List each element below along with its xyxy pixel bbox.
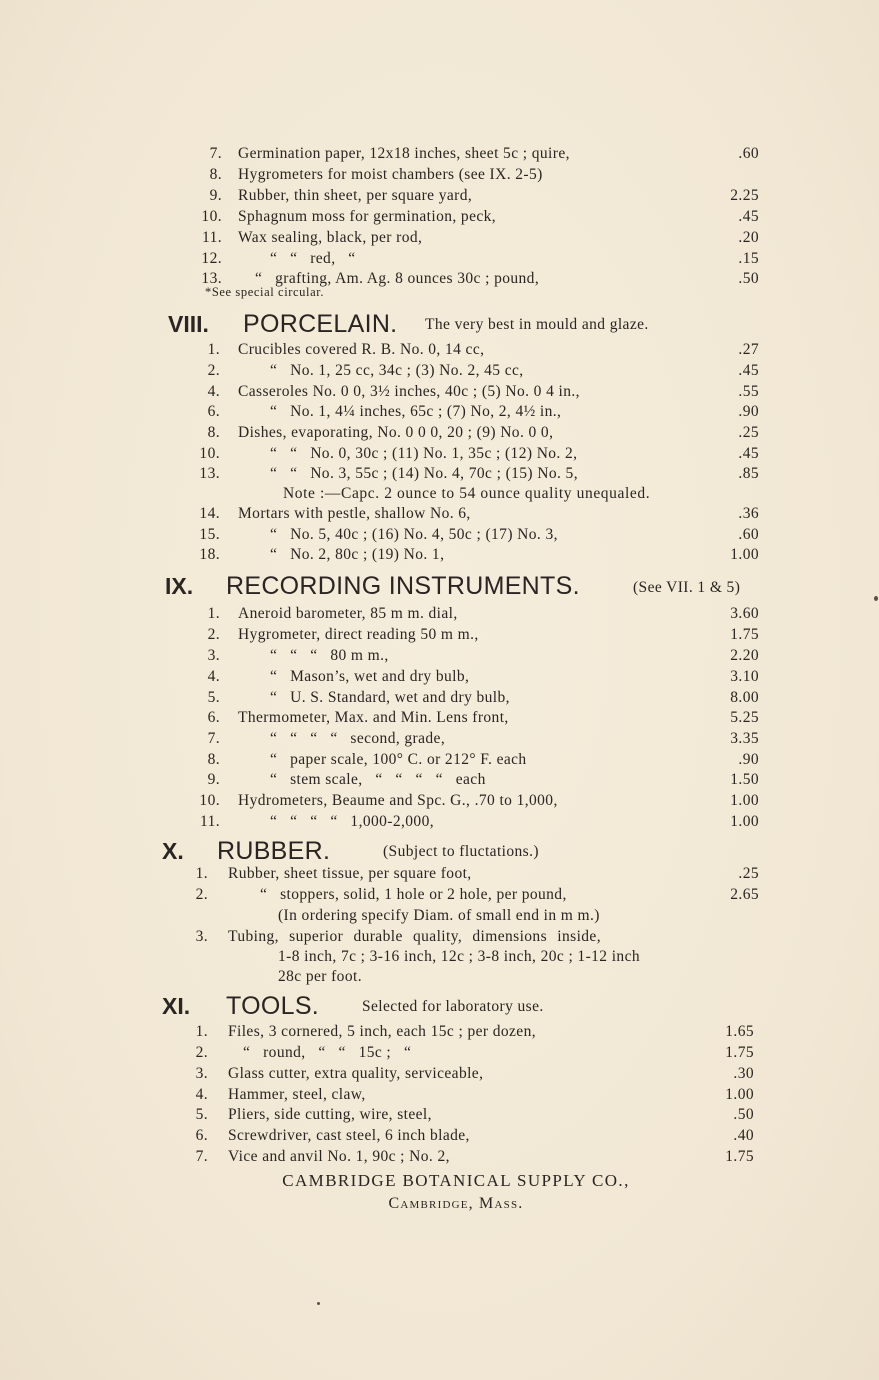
item-number: 3. — [195, 928, 208, 945]
item-number: 1. — [195, 1023, 208, 1040]
item-number: 15. — [199, 526, 220, 543]
item-number: 2. — [195, 886, 208, 903]
item-price: .45 — [738, 208, 759, 225]
item-price: .36 — [738, 505, 759, 522]
list-item — [0, 505, 879, 526]
company-city: Cambridge, Mass. — [388, 1195, 524, 1212]
list-item — [0, 1023, 879, 1044]
item-number: 11. — [202, 229, 222, 246]
item-note: (In ordering specify Diam. of small end in m m.) — [278, 907, 600, 924]
item-price: 1.75 — [725, 1044, 754, 1061]
item-number: 2. — [207, 626, 220, 643]
list-item — [0, 166, 879, 187]
section-number: IX. — [165, 573, 194, 599]
section-title: RECORDING INSTRUMENTS. — [226, 572, 580, 600]
item-number: 5. — [207, 689, 220, 706]
item-price: 3.10 — [730, 668, 759, 685]
item-price: 2.65 — [730, 886, 759, 903]
list-item — [0, 626, 879, 647]
item-description: Vice and anvil No. 1, 90c ; No. 2, — [228, 1148, 450, 1165]
item-description: Casseroles No. 0 0, 3½ inches, 40c ; (5) No. 0 4 in., — [238, 383, 580, 400]
item-price: 1.00 — [730, 546, 759, 563]
section-note: Note :—Capc. 2 ounce to 54 ounce quality unequaled. — [283, 485, 651, 502]
item-price: 1.65 — [725, 1023, 754, 1040]
item-price: .20 — [738, 229, 759, 246]
list-item — [0, 208, 879, 229]
item-price: .25 — [738, 424, 759, 441]
item-price: 1.75 — [730, 626, 759, 643]
item-description: Rubber, sheet tissue, per square foot, — [228, 865, 472, 882]
item-number: 10. — [199, 445, 220, 462]
item-price: .27 — [738, 341, 759, 358]
item-description: Hygrometers for moist chambers (see IX. 2-5) — [238, 166, 543, 183]
item-price: .60 — [738, 145, 759, 162]
paper-speck — [874, 596, 878, 601]
item-description: “ stem scale, “ “ “ “ each — [270, 771, 486, 788]
list-item — [0, 526, 879, 547]
item-description: Sphagnum moss for germination, peck, — [238, 208, 497, 225]
item-price: 1.00 — [730, 813, 759, 830]
item-number: 1. — [207, 605, 220, 622]
item-number: 18. — [199, 546, 220, 563]
item-price: .60 — [738, 526, 759, 543]
item-number: 14. — [199, 505, 220, 522]
item-description: “ “ red, “ — [270, 250, 356, 267]
list-item — [0, 928, 879, 949]
list-item — [0, 605, 879, 626]
item-price: .30 — [733, 1065, 754, 1082]
item-description: “ Mason’s, wet and dry bulb, — [270, 668, 470, 685]
item-price: 3.60 — [730, 605, 759, 622]
list-item — [0, 546, 879, 567]
item-description: Dishes, evaporating, No. 0 0 0, 20 ; (9) No. 0 0, — [238, 424, 554, 441]
item-description: Files, 3 cornered, 5 inch, each 15c ; per dozen, — [228, 1023, 536, 1040]
item-number: 8. — [207, 424, 220, 441]
item-description: “ No. 1, 4¼ inches, 65c ; (7) No, 2, 4½ in., — [270, 403, 562, 420]
list-item — [0, 383, 879, 404]
item-number: 6. — [207, 709, 220, 726]
list-item — [0, 341, 879, 362]
item-description: Hydrometers, Beaume and Spc. G., .70 to 1,000, — [238, 792, 558, 809]
item-number: 3. — [195, 1065, 208, 1082]
list-item — [0, 424, 879, 445]
section-number: XI. — [162, 993, 191, 1019]
item-number: 4. — [195, 1086, 208, 1103]
item-number: 10. — [199, 792, 220, 809]
section-title: PORCELAIN. — [243, 310, 398, 338]
item-price: 2.20 — [730, 647, 759, 664]
list-item — [0, 270, 879, 291]
item-description: Hammer, steel, claw, — [228, 1086, 366, 1103]
list-item — [0, 771, 879, 792]
list-item — [0, 187, 879, 208]
section-title: TOOLS. — [226, 992, 320, 1020]
company-name: CAMBRIDGE BOTANICAL SUPPLY CO., — [282, 1171, 630, 1190]
item-price: .45 — [738, 445, 759, 462]
item-number: 8. — [207, 751, 220, 768]
item-price: 2.25 — [730, 187, 759, 204]
list-item — [0, 813, 879, 834]
item-description: Wax sealing, black, per rod, — [238, 229, 423, 246]
item-price: .40 — [733, 1127, 754, 1144]
item-description: “ “ “ “ second, grade, — [270, 730, 446, 747]
item-description: Pliers, side cutting, wire, steel, — [228, 1106, 432, 1123]
list-item — [0, 1065, 879, 1086]
item-description: “ No. 5, 40c ; (16) No. 4, 50c ; (17) No. 3, — [270, 526, 558, 543]
item-number: 2. — [207, 362, 220, 379]
item-description: “ paper scale, 100° C. or 212° F. each — [270, 751, 527, 768]
list-item — [0, 145, 879, 166]
item-description: Rubber, thin sheet, per square yard, — [238, 187, 473, 204]
item-number: 2. — [195, 1044, 208, 1061]
list-item — [0, 1044, 879, 1065]
section-number: X. — [162, 838, 184, 864]
item-price: .55 — [738, 383, 759, 400]
item-price: 1.00 — [730, 792, 759, 809]
section-subtitle: The very best in mould and glaze. — [425, 316, 649, 333]
list-item — [0, 709, 879, 730]
list-item — [0, 730, 879, 751]
item-price: 5.25 — [730, 709, 759, 726]
item-price: 3.35 — [730, 730, 759, 747]
item-number: 3. — [207, 647, 220, 664]
list-item — [0, 886, 879, 907]
item-description: Germination paper, 12x18 inches, sheet 5c ; quire, — [238, 145, 570, 162]
item-price: 1.00 — [725, 1086, 754, 1103]
section-subtitle: (Subject to fluctations.) — [383, 843, 539, 860]
item-number: 10. — [201, 208, 222, 225]
item-number: 8. — [209, 166, 222, 183]
list-item — [0, 792, 879, 813]
item-description: Hygrometer, direct reading 50 m m., — [238, 626, 479, 643]
item-description: “ No. 1, 25 cc, 34c ; (3) No. 2, 45 cc, — [270, 362, 524, 379]
list-item — [0, 1106, 879, 1127]
item-description: “ U. S. Standard, wet and dry bulb, — [270, 689, 510, 706]
list-item — [0, 1148, 879, 1169]
item-description: “ “ No. 3, 55c ; (14) No. 4, 70c ; (15) No. 5, — [270, 465, 578, 482]
item-price: 1.75 — [725, 1148, 754, 1165]
item-description: “ “ “ 80 m m., — [270, 647, 389, 664]
item-description: “ stoppers, solid, 1 hole or 2 hole, per pound, — [260, 886, 567, 903]
item-description: “ grafting, Am. Ag. 8 ounces 30c ; pound, — [255, 270, 540, 287]
item-price: .50 — [733, 1106, 754, 1123]
list-item — [0, 445, 879, 466]
list-item — [0, 865, 879, 886]
item-number: 5. — [195, 1106, 208, 1123]
item-number: 4. — [207, 668, 220, 685]
item-price: 1.50 — [730, 771, 759, 788]
list-item — [0, 465, 879, 486]
item-description: “ No. 2, 80c ; (19) No. 1, — [270, 546, 445, 563]
list-item — [0, 362, 879, 383]
item-description: Thermometer, Max. and Min. Lens front, — [238, 709, 509, 726]
item-number: 1. — [195, 865, 208, 882]
item-description: “ “ No. 0, 30c ; (11) No. 1, 35c ; (12) No. 2, — [270, 445, 578, 462]
item-description: Aneroid barometer, 85 m m. dial, — [238, 605, 458, 622]
item-price: .90 — [738, 751, 759, 768]
item-price: .50 — [738, 270, 759, 287]
item-number: 6. — [195, 1127, 208, 1144]
item-description: Screwdriver, cast steel, 6 inch blade, — [228, 1127, 470, 1144]
list-item — [0, 1127, 879, 1148]
list-item — [0, 647, 879, 668]
footnote: *See special circular. — [205, 285, 325, 299]
section-subtitle: Selected for laboratory use. — [362, 998, 544, 1015]
item-description: “ round, “ “ 15c ; “ — [243, 1044, 412, 1061]
item-number: 9. — [209, 187, 222, 204]
item-price: .15 — [738, 250, 759, 267]
item-price: .90 — [738, 403, 759, 420]
item-number: 11. — [200, 813, 220, 830]
item-number: 7. — [195, 1148, 208, 1165]
section-subtitle: (See VII. 1 & 5) — [633, 579, 741, 596]
item-description: Glass cutter, extra quality, serviceable, — [228, 1065, 484, 1082]
list-item — [0, 751, 879, 772]
item-number: 12. — [201, 250, 222, 267]
item-number: 4. — [207, 383, 220, 400]
item-number: 7. — [207, 730, 220, 747]
item-description: “ “ “ “ 1,000-2,000, — [270, 813, 435, 830]
item-description: Crucibles covered R. B. No. 0, 14 cc, — [238, 341, 485, 358]
item-continuation: 1-8 inch, 7c ; 3-16 inch, 12c ; 3-8 inch, 20c ; 1-12 inch — [278, 948, 640, 965]
list-item — [0, 250, 879, 271]
item-continuation: 28c per foot. — [278, 968, 362, 985]
section-title: RUBBER. — [217, 837, 331, 865]
section-number: VIII. — [168, 311, 209, 337]
item-number: 9. — [207, 771, 220, 788]
item-description: Tubing, superior durable quality, dimensions inside, — [228, 928, 601, 945]
item-price: 8.00 — [730, 689, 759, 706]
item-number: 13. — [199, 465, 220, 482]
item-number: 7. — [209, 145, 222, 162]
item-price: .25 — [738, 865, 759, 882]
list-item — [0, 229, 879, 250]
item-price: .45 — [738, 362, 759, 379]
list-item — [0, 689, 879, 710]
item-number: 1. — [207, 341, 220, 358]
item-price: .85 — [738, 465, 759, 482]
item-number: 13. — [201, 270, 222, 287]
list-item — [0, 1086, 879, 1107]
paper-speck — [317, 1302, 320, 1305]
item-number: 6. — [207, 403, 220, 420]
list-item — [0, 668, 879, 689]
list-item — [0, 403, 879, 424]
item-description: Mortars with pestle, shallow No. 6, — [238, 505, 471, 522]
